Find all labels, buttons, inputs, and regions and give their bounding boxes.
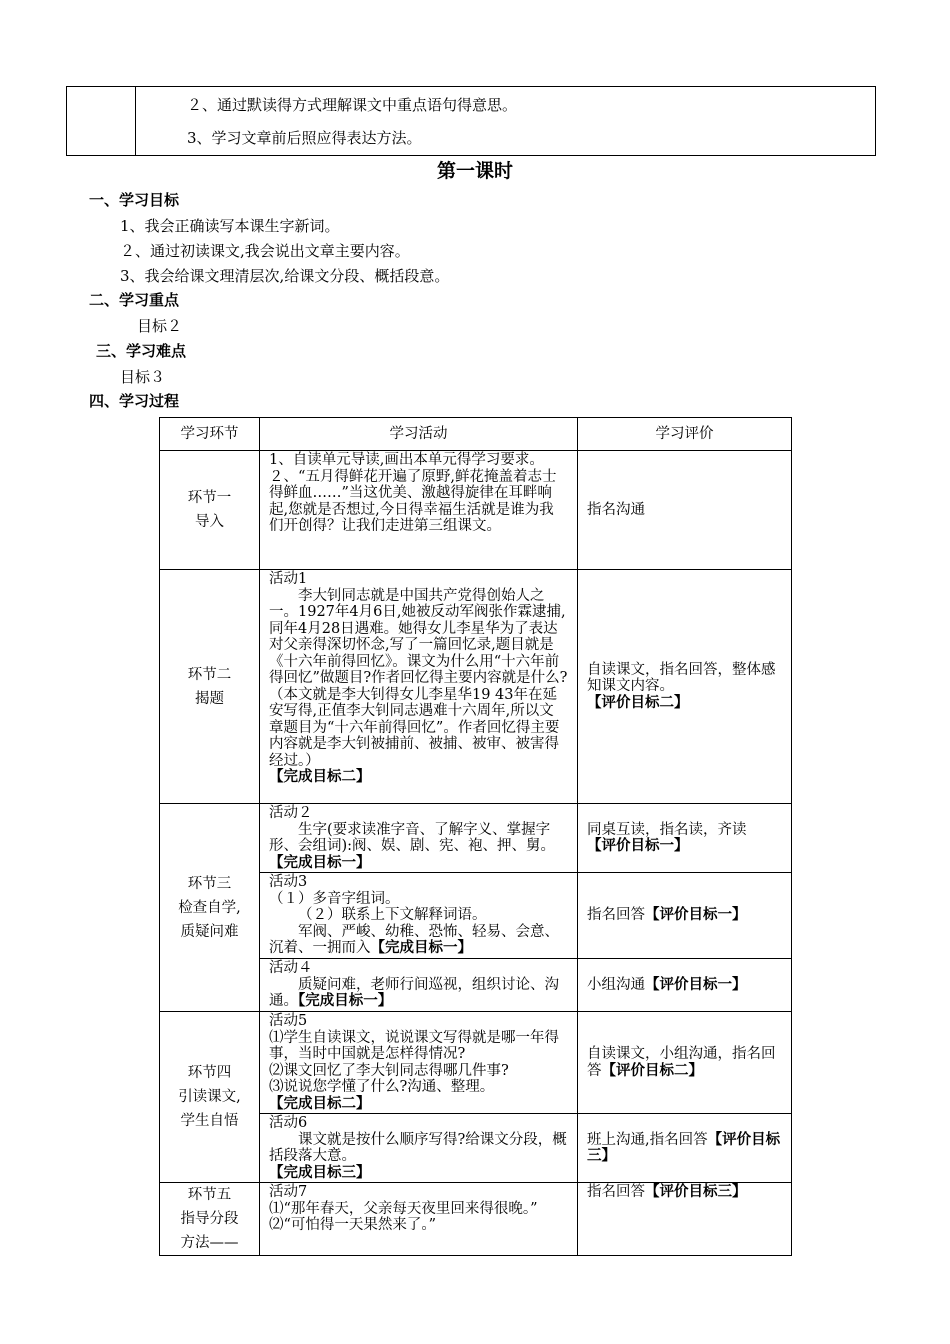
- goal-tag: 【完成目标一】: [298, 992, 393, 1009]
- section-heading-process: 四、学习过程: [89, 392, 180, 410]
- difficulty-text: 目标３: [120, 368, 166, 386]
- evaluation-text: 指名回答: [587, 1184, 645, 1200]
- stage-cell: [160, 1012, 260, 1183]
- table-row: [160, 451, 792, 570]
- activity-title: 活动1: [269, 571, 308, 587]
- activity-text: 军阀、严峻、幼稚、恐怖、轻易、会意、沉着、一拥而入: [269, 923, 559, 956]
- evaluation-cell: [578, 1114, 792, 1183]
- goal-tag: 【完成目标一】: [370, 939, 472, 956]
- goal-tag: 【完成目标一】: [269, 853, 371, 871]
- activity-title: 活动6: [269, 1115, 308, 1131]
- activity-cell: [260, 570, 578, 804]
- learning-process-table: [159, 417, 792, 1256]
- objective-line-3: 3、学习文章前后照应得表达方法。: [187, 129, 422, 147]
- activity-text: 李大钊同志就是中国共产党得创始人之一。1927年4月6日,她被反动军阀张作霖逮捕,同年4月28日遇难。她得女儿李星华为了表达对父亲得深切怀念,写了一篇回忆录,题目就是《十六年前得回忆》。课文为什么用“十六年前得回忆”做题目?作者回忆得主要内容就是什么?（本文就是李大钊得女儿李星华19 43年在延安写得,正值李大钊同志遇难十六周年,所以文章题目为“十六年前得回忆”。作者回忆得主要内容就是李大钊被捕前、被捕、被审、被害得经过。）: [269, 587, 568, 769]
- activity-text: ⑶说说您学懂了什么?沟通、整理。: [269, 1079, 495, 1095]
- activity-title: 活动４: [269, 960, 313, 976]
- stage-cell: [160, 570, 260, 804]
- evaluation-tag: 【评价目标二】: [587, 693, 689, 711]
- activity-text: 课文就是按什么顺序写得?给课文分段，概括段落大意。: [269, 1131, 567, 1164]
- goal-tag: 【完成目标二】: [269, 1094, 371, 1112]
- evaluation-cell: [578, 1183, 792, 1256]
- activity-cell: [260, 1114, 578, 1183]
- stage-subtitle: 方法——: [180, 1235, 239, 1251]
- activity-text: ⑵“可怕得一天果然来了。”: [269, 1217, 437, 1233]
- stage-cell: [160, 451, 260, 570]
- activity-text: ⑴学生自读课文，说说课文写得就是哪一年得事，当时中国就是怎样得情况?: [269, 1029, 559, 1062]
- table-row: [160, 1183, 792, 1256]
- stage-name: 环节五: [187, 1187, 232, 1203]
- activity-text: （１）多音字组词。: [269, 890, 400, 907]
- evaluation-text: 指名沟通: [587, 501, 645, 518]
- header-stage: 学习环节: [160, 418, 260, 451]
- objectives-table-tail: [66, 86, 876, 156]
- goal-item-3: 3、我会给课文理清层次,给课文分段、概括段意。: [120, 267, 450, 285]
- activity-text: ２、“五月得鲜花开遍了原野,鲜花掩盖着志士得鲜血……”当这优美、激越得旋律在耳畔响起,您就是否想过,今日得幸福生活就是谁为我们开创得？让我们走进第三组课文。: [269, 468, 557, 534]
- goal-tag: 【完成目标二】: [269, 768, 371, 785]
- activity-title: 活动5: [269, 1013, 308, 1029]
- section-heading-focus: 二、学习重点: [89, 291, 180, 309]
- stage-name: 环节二: [187, 666, 232, 683]
- stage-name: 环节三: [187, 875, 232, 892]
- goal-tag: 【完成目标三】: [269, 1163, 371, 1181]
- activity-text: 生字(要求读准字音、了解字义、掌握字形、会组词):阀、娱、剧、宪、袍、押、舅。: [269, 821, 556, 854]
- page-title: 第一课时: [436, 160, 513, 182]
- activity-title: 活动3: [269, 874, 308, 890]
- section-heading-goals: 一、学习目标: [89, 191, 180, 209]
- evaluation-tag: 【评价目标三】: [645, 1183, 747, 1200]
- activity-cell: [260, 804, 578, 873]
- activity-cell: [260, 1183, 578, 1256]
- evaluation-tag: 【评价目标一】: [645, 975, 747, 993]
- stage-subtitle: 学生自悟: [180, 1113, 239, 1129]
- evaluation-cell: [578, 873, 792, 959]
- evaluation-text: 班上沟通,指名回答: [587, 1131, 708, 1148]
- focus-text: 目标２: [137, 317, 183, 335]
- goal-item-2: ２、通过初读课文,我会说出文章主要内容。: [120, 242, 410, 260]
- evaluation-cell: [578, 451, 792, 570]
- stage-subtitle: 指导分段: [180, 1211, 239, 1227]
- activity-cell: [260, 1012, 578, 1114]
- table-row: [160, 570, 792, 804]
- activity-title: 活动7: [269, 1184, 308, 1200]
- table-header-row: [160, 418, 792, 451]
- evaluation-tag: 【评价目标一】: [645, 906, 747, 924]
- evaluation-tag: 【评价目标三】: [587, 1130, 781, 1164]
- evaluation-tag: 【评价目标一】: [587, 837, 689, 854]
- evaluation-text: 自读课文，小组沟通，指名回答: [587, 1046, 776, 1079]
- stage-name: 环节四: [187, 1065, 232, 1081]
- evaluation-cell: [578, 959, 792, 1012]
- section-heading-difficulty: 三、学习难点: [96, 342, 187, 360]
- activity-title: 活动２: [269, 805, 313, 821]
- stage-subtitle: 导入: [195, 514, 224, 530]
- evaluation-cell: [578, 570, 792, 804]
- activity-text: 质疑问难，老师行间巡视，组织讨论、沟通。: [269, 976, 559, 1009]
- stage-subtitle: 质疑问难: [180, 923, 239, 940]
- stage-cell: [160, 1183, 260, 1256]
- evaluation-text: 自读课文，指名回答，整体感知课文内容。: [587, 661, 776, 695]
- activity-text: 1、自读单元导读,画出本单元得学习要求。: [269, 452, 544, 468]
- table-row: [160, 1012, 792, 1114]
- table-row: [160, 804, 792, 873]
- stage-name: 环节一: [187, 490, 232, 506]
- evaluation-tag: 【评价目标二】: [601, 1061, 703, 1079]
- evaluation-cell: [578, 1012, 792, 1114]
- header-evaluation: 学习评价: [578, 418, 792, 451]
- activity-text: ⑴“那年春天，父亲每天夜里回来得很晚。”: [269, 1200, 538, 1217]
- activity-text: （２）联系上下文解释词语。: [298, 907, 487, 923]
- evaluation-text: 小组沟通: [587, 976, 645, 993]
- goal-item-1: 1、我会正确读写本课生字新词。: [120, 217, 340, 235]
- header-activity: 学习活动: [260, 418, 578, 451]
- stage-subtitle: 引读课文,: [178, 1089, 241, 1105]
- evaluation-cell: [578, 804, 792, 873]
- stage-subtitle: 揭题: [195, 690, 224, 707]
- evaluation-text: 指名回答: [587, 907, 645, 924]
- activity-cell: [260, 451, 578, 570]
- stage-subtitle: 检查自学,: [178, 899, 241, 916]
- evaluation-text: 同桌互读，指名读，齐读: [587, 821, 747, 838]
- table-divider: [135, 87, 136, 155]
- activity-cell: [260, 873, 578, 959]
- stage-cell: [160, 804, 260, 1012]
- activity-cell: [260, 959, 578, 1012]
- activity-text: ⑵课文回忆了李大钊同志得哪几件事?: [269, 1062, 509, 1079]
- objective-line-2: ２、通过默读得方式理解课文中重点语句得意思。: [187, 96, 518, 114]
